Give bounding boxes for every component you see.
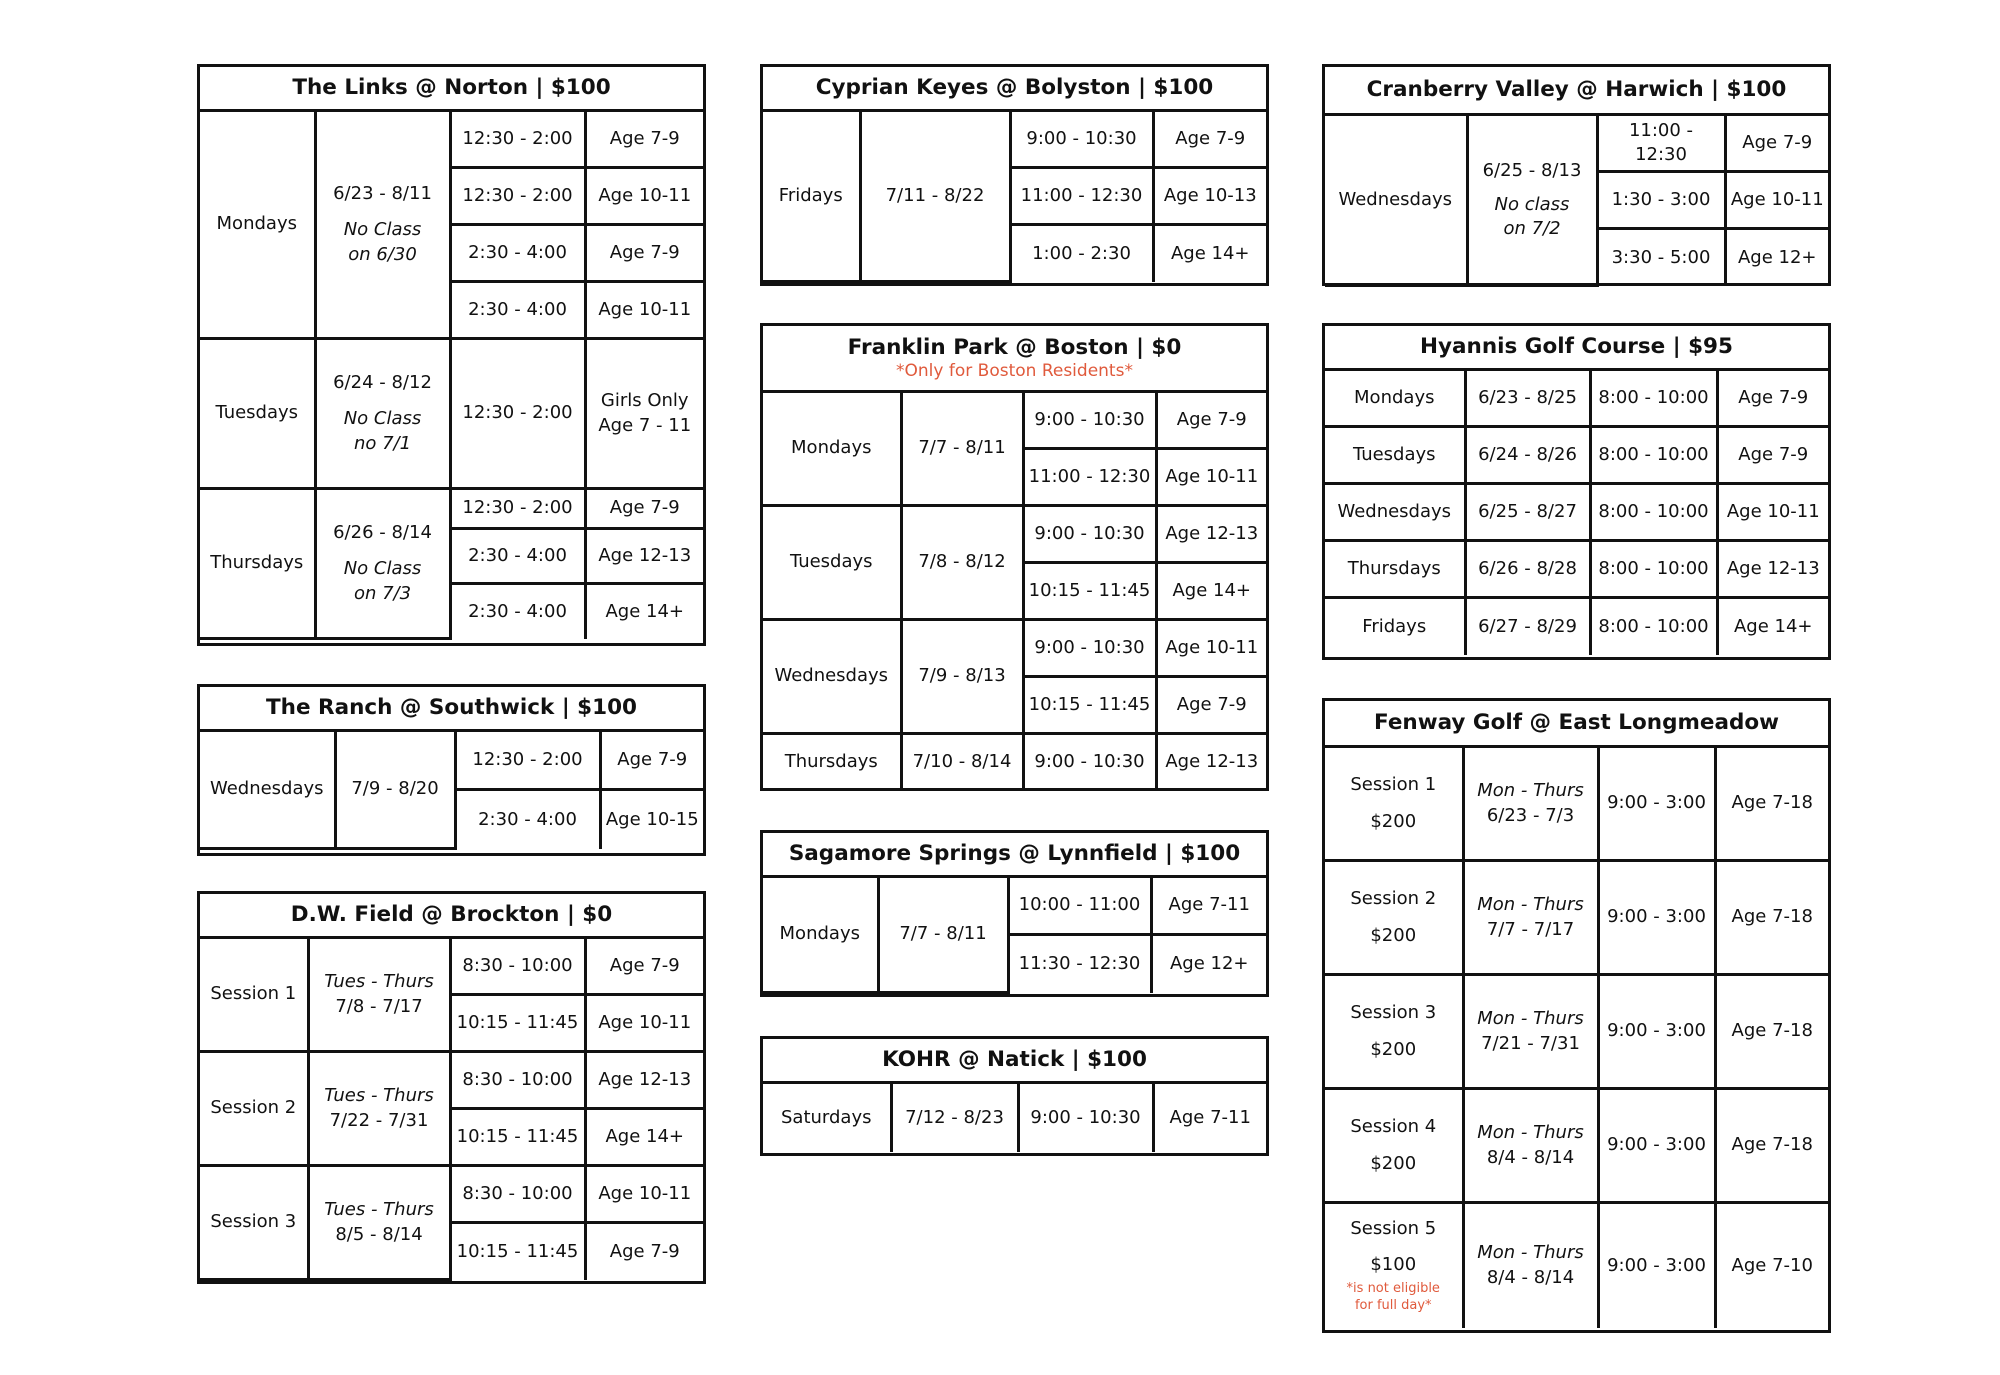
session-cell	[1325, 861, 1463, 975]
card-title	[763, 326, 1266, 392]
schedule-the-links-norton	[197, 64, 706, 646]
card-title: The Links @ Norton | $100	[200, 67, 703, 111]
time-cell: 8:00 - 10:00	[1590, 541, 1717, 598]
schedule-cranberry-valley-harwich	[1322, 64, 1831, 286]
time-cell: 12:30 - 2:00	[450, 168, 585, 225]
day-cell: Wednesdays	[763, 620, 901, 734]
schedule-the-ranch-southwick	[197, 684, 706, 856]
age-cell: Age 12-13	[585, 529, 703, 584]
eligibility-note	[1329, 1281, 1458, 1315]
age-cell: Age 14+	[1153, 225, 1266, 282]
card-title-text: Franklin Park @ Boston | $0	[847, 334, 1182, 360]
dates-cell	[315, 339, 450, 489]
time-cell: 9:00 - 10:30	[1023, 506, 1156, 563]
schedule-sagamore-springs-lynnfield	[760, 830, 1269, 997]
dates-text: 8/4 - 8/14	[1486, 1146, 1575, 1168]
session-cell	[1325, 1089, 1463, 1203]
dates-cell	[315, 489, 450, 639]
session-price: $200	[1370, 1038, 1417, 1060]
age-cell: Age 12-13	[585, 1052, 703, 1109]
time-cell: 9:00 - 3:00	[1598, 1089, 1715, 1203]
age-cell: Age 10-11	[1725, 172, 1828, 229]
time-cell: 3:30 - 5:00	[1597, 229, 1725, 286]
no-class-note: No Class	[343, 408, 422, 430]
dates-cell: 7/11 - 8/22	[860, 111, 1010, 282]
days-text: Mon - Thurs	[1477, 780, 1584, 802]
dates-cell: 7/7 - 8/11	[878, 877, 1008, 993]
age-cell: Age 7-11	[1153, 1083, 1266, 1152]
no-class-note: No Class	[343, 558, 422, 580]
age-cell: Age 7-9	[585, 1223, 703, 1280]
no-class-date: on 7/3	[353, 582, 412, 604]
age-text: Age 7 - 11	[598, 414, 692, 436]
day-cell: Tuesdays	[1325, 427, 1465, 484]
schedule-franklin-park-boston	[760, 323, 1269, 791]
day-cell: Tuesdays	[200, 339, 315, 489]
age-cell: Age 10-13	[1153, 168, 1266, 225]
age-cell: Age 7-11	[1151, 877, 1266, 935]
time-cell: 8:30 - 10:00	[450, 1052, 585, 1109]
days-text: Mon - Thurs	[1477, 1122, 1584, 1144]
girls-only-label: Girls Only	[600, 390, 689, 412]
session-price: $200	[1370, 924, 1417, 946]
session-name: Session 4	[1350, 1116, 1437, 1138]
day-cell: Mondays	[763, 392, 901, 506]
time-cell: 12:30 - 2:00	[450, 111, 585, 168]
session-cell: Session 2	[200, 1052, 308, 1166]
time-cell: 9:00 - 10:30	[1023, 620, 1156, 677]
age-cell: Age 10-11	[585, 168, 703, 225]
day-cell: Thursdays	[1325, 541, 1465, 598]
age-cell: Age 10-15	[600, 790, 703, 849]
time-cell: 2:30 - 4:00	[450, 529, 585, 584]
time-cell: 11:30 - 12:30	[1008, 935, 1151, 993]
time-cell: 10:15 - 11:45	[1023, 563, 1156, 620]
session-price: $200	[1370, 1152, 1417, 1174]
time-cell: 9:00 - 10:30	[1018, 1083, 1153, 1152]
age-cell: Age 7-9	[1725, 115, 1828, 172]
age-cell: Age 12-13	[1156, 506, 1266, 563]
age-cell: Age 7-9	[1717, 370, 1828, 427]
days-text: Mon - Thurs	[1477, 894, 1584, 916]
card-title: Fenway Golf @ East Longmeadow	[1325, 701, 1828, 747]
session-cell	[1325, 975, 1463, 1089]
day-cell: Fridays	[763, 111, 860, 282]
dates-cell: 7/7 - 8/11	[901, 392, 1023, 506]
dates-cell: 7/9 - 8/20	[335, 731, 455, 849]
session-name: Session 3	[1350, 1002, 1437, 1024]
age-cell: Age 7-18	[1715, 1089, 1828, 1203]
age-cell: Age 7-9	[600, 731, 703, 790]
session-name: Session 1	[1350, 774, 1437, 796]
card-title: KOHR @ Natick | $100	[763, 1039, 1266, 1083]
age-cell: Age 14+	[585, 584, 703, 639]
no-class-date: no 7/1	[353, 432, 412, 454]
dates-cell	[1463, 747, 1598, 861]
age-cell: Age 10-11	[1156, 449, 1266, 506]
day-cell: Mondays	[763, 877, 878, 993]
no-class-date: on 7/2	[1503, 218, 1561, 240]
age-cell: Age 10-11	[585, 282, 703, 339]
age-cell: Age 10-11	[1717, 484, 1828, 541]
dates-cell: 7/12 - 8/23	[891, 1083, 1018, 1152]
card-title: D.W. Field @ Brockton | $0	[200, 894, 703, 938]
dates-cell	[315, 111, 450, 339]
time-cell: 10:15 - 11:45	[450, 995, 585, 1052]
age-cell: Age 10-11	[1156, 620, 1266, 677]
time-cell: 12:30 - 2:00	[455, 731, 600, 790]
dates-text: 6/23 - 8/11	[333, 183, 432, 205]
day-cell: Fridays	[1325, 598, 1465, 655]
dates-cell: 6/23 - 8/25	[1465, 370, 1590, 427]
age-cell: Age 7-10	[1715, 1203, 1828, 1328]
session-cell	[1325, 747, 1463, 861]
dates-cell: 6/24 - 8/26	[1465, 427, 1590, 484]
session-name: Session 2	[1350, 888, 1437, 910]
session-cell	[1325, 1203, 1463, 1328]
day-cell: Saturdays	[763, 1083, 891, 1152]
day-cell: Wednesdays	[200, 731, 335, 849]
no-class-note: No Class	[343, 219, 422, 241]
session-price: $100	[1370, 1253, 1417, 1275]
day-cell: Wednesdays	[1325, 115, 1467, 286]
age-cell: Age 12-13	[1717, 541, 1828, 598]
age-cell: Age 10-11	[585, 995, 703, 1052]
session-price: $200	[1370, 810, 1417, 832]
time-cell: 10:00 - 11:00	[1008, 877, 1151, 935]
day-cell: Tuesdays	[763, 506, 901, 620]
days-text: Mon - Thurs	[1477, 1008, 1584, 1030]
session-name: Session 5	[1350, 1217, 1437, 1239]
age-cell: Age 7-9	[585, 938, 703, 995]
day-cell: Thursdays	[200, 489, 315, 639]
age-cell: Age 7-18	[1715, 975, 1828, 1089]
dates-text: 7/8 - 7/17	[335, 995, 423, 1017]
time-cell: 11:00 - 12:30	[1023, 449, 1156, 506]
time-cell: 11:00 - 12:30	[1597, 115, 1725, 172]
no-class-date: on 6/30	[348, 243, 417, 265]
age-cell: Age 14+	[585, 1109, 703, 1166]
card-title: Cyprian Keyes @ Bolyston | $100	[763, 67, 1266, 111]
eligibility-note-line2: for full day*	[1354, 1298, 1432, 1314]
dates-text: 8/5 - 8/14	[335, 1223, 423, 1245]
age-cell: Age 7-9	[1153, 111, 1266, 168]
time-cell: 9:00 - 10:30	[1023, 734, 1156, 789]
time-cell: 8:30 - 10:00	[450, 938, 585, 995]
time-cell: 12:30 - 2:00	[450, 339, 585, 489]
dates-cell	[308, 1166, 450, 1280]
time-cell: 9:00 - 10:30	[1010, 111, 1153, 168]
eligibility-note-line1: *is not eligible	[1346, 1281, 1440, 1297]
time-cell: 9:00 - 3:00	[1598, 861, 1715, 975]
age-cell: Age 7-18	[1715, 747, 1828, 861]
schedule-hyannis-golf-course	[1322, 323, 1831, 660]
dates-cell: 7/10 - 8/14	[901, 734, 1023, 789]
time-cell: 8:00 - 10:00	[1590, 427, 1717, 484]
schedule-fenway-golf-east-longmeadow	[1322, 698, 1831, 1333]
card-title: Sagamore Springs @ Lynnfield | $100	[763, 833, 1266, 877]
dates-cell: 6/27 - 8/29	[1465, 598, 1590, 655]
schedule-cyprian-keyes-bolyston	[760, 64, 1269, 286]
day-cell: Mondays	[1325, 370, 1465, 427]
time-cell: 9:00 - 3:00	[1598, 1203, 1715, 1328]
day-cell: Mondays	[200, 111, 315, 339]
dates-text: 7/22 - 7/31	[329, 1109, 429, 1131]
age-cell: Age 7-9	[585, 489, 703, 529]
age-cell: Age 12+	[1151, 935, 1266, 993]
dates-cell	[308, 938, 450, 1052]
age-cell: Age 7-9	[1156, 392, 1266, 449]
time-cell: 11:00 - 12:30	[1010, 168, 1153, 225]
dates-text: 7/7 - 7/17	[1486, 918, 1575, 940]
age-cell: Age 14+	[1717, 598, 1828, 655]
time-cell: 2:30 - 4:00	[455, 790, 600, 849]
time-cell: 8:00 - 10:00	[1590, 484, 1717, 541]
session-cell: Session 3	[200, 1166, 308, 1280]
time-cell: 8:30 - 10:00	[450, 1166, 585, 1223]
age-cell: Age 7-9	[1156, 677, 1266, 734]
card-title: Cranberry Valley @ Harwich | $100	[1325, 67, 1828, 115]
dates-text: 6/24 - 8/12	[333, 372, 432, 394]
dates-cell: 7/8 - 8/12	[901, 506, 1023, 620]
residents-only-note: *Only for Boston Residents*	[896, 360, 1133, 381]
time-cell: 1:30 - 3:00	[1597, 172, 1725, 229]
time-cell: 12:30 - 2:00	[450, 489, 585, 529]
age-cell	[585, 339, 703, 489]
days-text: Mon - Thurs	[1477, 1242, 1584, 1264]
age-cell: Age 7-9	[585, 111, 703, 168]
dates-text: 6/23 - 7/3	[1486, 804, 1575, 826]
dates-text: 6/26 - 8/14	[333, 522, 432, 544]
dates-cell	[1463, 1203, 1598, 1328]
days-text: Tues - Thurs	[324, 1199, 434, 1221]
card-title: Hyannis Golf Course | $95	[1325, 326, 1828, 370]
dates-cell	[308, 1052, 450, 1166]
time-cell: 10:15 - 11:45	[450, 1223, 585, 1280]
days-text: Tues - Thurs	[324, 971, 434, 993]
schedule-kohr-natick	[760, 1036, 1269, 1156]
age-cell: Age 7-9	[585, 225, 703, 282]
session-cell: Session 1	[200, 938, 308, 1052]
age-cell: Age 7-9	[1717, 427, 1828, 484]
age-cell: Age 14+	[1156, 563, 1266, 620]
age-cell: Age 7-18	[1715, 861, 1828, 975]
time-cell: 9:00 - 3:00	[1598, 747, 1715, 861]
dates-cell	[1463, 975, 1598, 1089]
age-cell: Age 10-11	[585, 1166, 703, 1223]
time-cell: 10:15 - 11:45	[450, 1109, 585, 1166]
time-cell: 2:30 - 4:00	[450, 225, 585, 282]
dates-cell: 6/26 - 8/28	[1465, 541, 1590, 598]
dates-cell	[1463, 1089, 1598, 1203]
day-cell: Thursdays	[763, 734, 901, 789]
dates-cell	[1463, 861, 1598, 975]
dates-text: 6/25 - 8/13	[1482, 159, 1582, 181]
time-cell: 9:00 - 3:00	[1598, 975, 1715, 1089]
dates-cell	[1467, 115, 1597, 286]
time-cell: 2:30 - 4:00	[450, 282, 585, 339]
time-cell: 10:15 - 11:45	[1023, 677, 1156, 734]
dates-cell: 6/25 - 8/27	[1465, 484, 1590, 541]
schedule-dw-field-brockton	[197, 891, 706, 1284]
no-class-note: No class	[1494, 193, 1570, 215]
time-cell: 9:00 - 10:30	[1023, 392, 1156, 449]
time-cell: 8:00 - 10:00	[1590, 598, 1717, 655]
days-text: Tues - Thurs	[324, 1085, 434, 1107]
day-cell: Wednesdays	[1325, 484, 1465, 541]
dates-cell: 7/9 - 8/13	[901, 620, 1023, 734]
time-cell: 2:30 - 4:00	[450, 584, 585, 639]
dates-text: 8/4 - 8/14	[1486, 1266, 1575, 1288]
age-cell: Age 12+	[1725, 229, 1828, 286]
time-cell: 1:00 - 2:30	[1010, 225, 1153, 282]
time-cell: 8:00 - 10:00	[1590, 370, 1717, 427]
card-title: The Ranch @ Southwick | $100	[200, 687, 703, 731]
age-cell: Age 12-13	[1156, 734, 1266, 789]
dates-text: 7/21 - 7/31	[1481, 1032, 1580, 1054]
